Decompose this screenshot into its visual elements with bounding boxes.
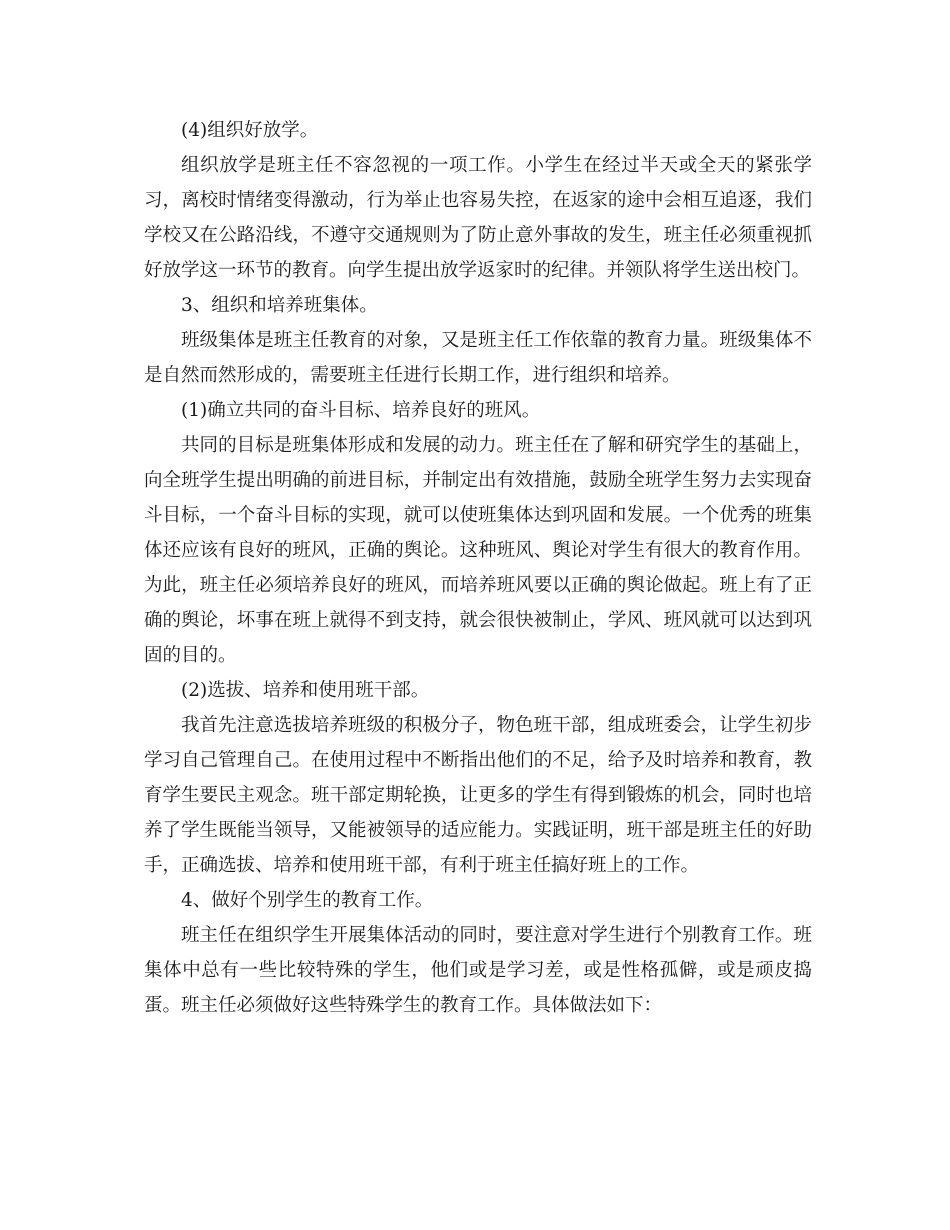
paragraph-individual-education: 班主任在组织学生开展集体活动的同时，要注意对学生进行个别教育工作。班集体中总有一些比较特殊的学生，他们或是学习差，或是性格孤僻，或是顽皮捣蛋。班主任必须做好这些特殊学生的教育工作。具体做法如下： (144, 925, 812, 1016)
section-heading-individual-education: 4、做好个别学生的教育工作。 (181, 890, 434, 911)
paragraph-class-cadres: 我首先注意选拔培养班级的积极分子，物色班干部，组成班委会，让学生初步学习自己管理自己。在使用过程中不断指出他们的不足，给予及时培养和教育，教育学生要民主观念。班干部定期轮换，让更多的学生有得到锻炼的机会，同时也培养了学生既能当领导，又能被领导的适应能力。实践证明，班干部是班主任的好助手，正确选拔、培养和使用班干部，有利于班主任搞好班上的工作。 (144, 715, 812, 876)
paragraph-class-collective: 班级集体是班主任教育的对象，又是班主任工作依靠的教育力量。班级集体不是自然而然形成的，需要班主任进行长期工作，进行组织和培养。 (144, 330, 812, 386)
section-heading-organize-dismissal: (4)组织好放学。 (181, 120, 319, 141)
section-heading-class-cadres: (2)选拔、培养和使用班干部。 (181, 680, 430, 701)
document-body (144, 113, 812, 1023)
paragraph-dismissal: 组织放学是班主任不容忽视的一项工作。小学生在经过半天或全天的紧张学习，离校时情绪变得激动，行为举止也容易失控，在返家的途中会相互追逐，我们学校又在公路沿线，不遵守交通规则为了防止意外事故的发生，班主任必须重视抓好放学这一环节的教育。向学生提出放学返家时的纪律。并领队将学生送出校门。 (144, 155, 812, 281)
section-heading-class-collective: 3、组织和培养班集体。 (181, 295, 378, 316)
paragraph-common-goal: 共同的目标是班集体形成和发展的动力。班主任在了解和研究学生的基础上，向全班学生提出明确的前进目标，并制定出有效措施，鼓励全班学生努力去实现奋斗目标，一个奋斗目标的实现，就可以使班集体达到巩固和发展。一个优秀的班集体还应该有良好的班风，正确的舆论。这种班风、舆论对学生有很大的教育作用。为此，班主任必须培养良好的班风，而培养班风要以正确的舆论做起。班上有了正确的舆论，坏事在班上就得不到支持，就会很快被制止，学风、班风就可以达到巩固的目的。 (144, 435, 812, 666)
section-heading-common-goal: (1)确立共同的奋斗目标、培养良好的班风。 (181, 400, 541, 421)
